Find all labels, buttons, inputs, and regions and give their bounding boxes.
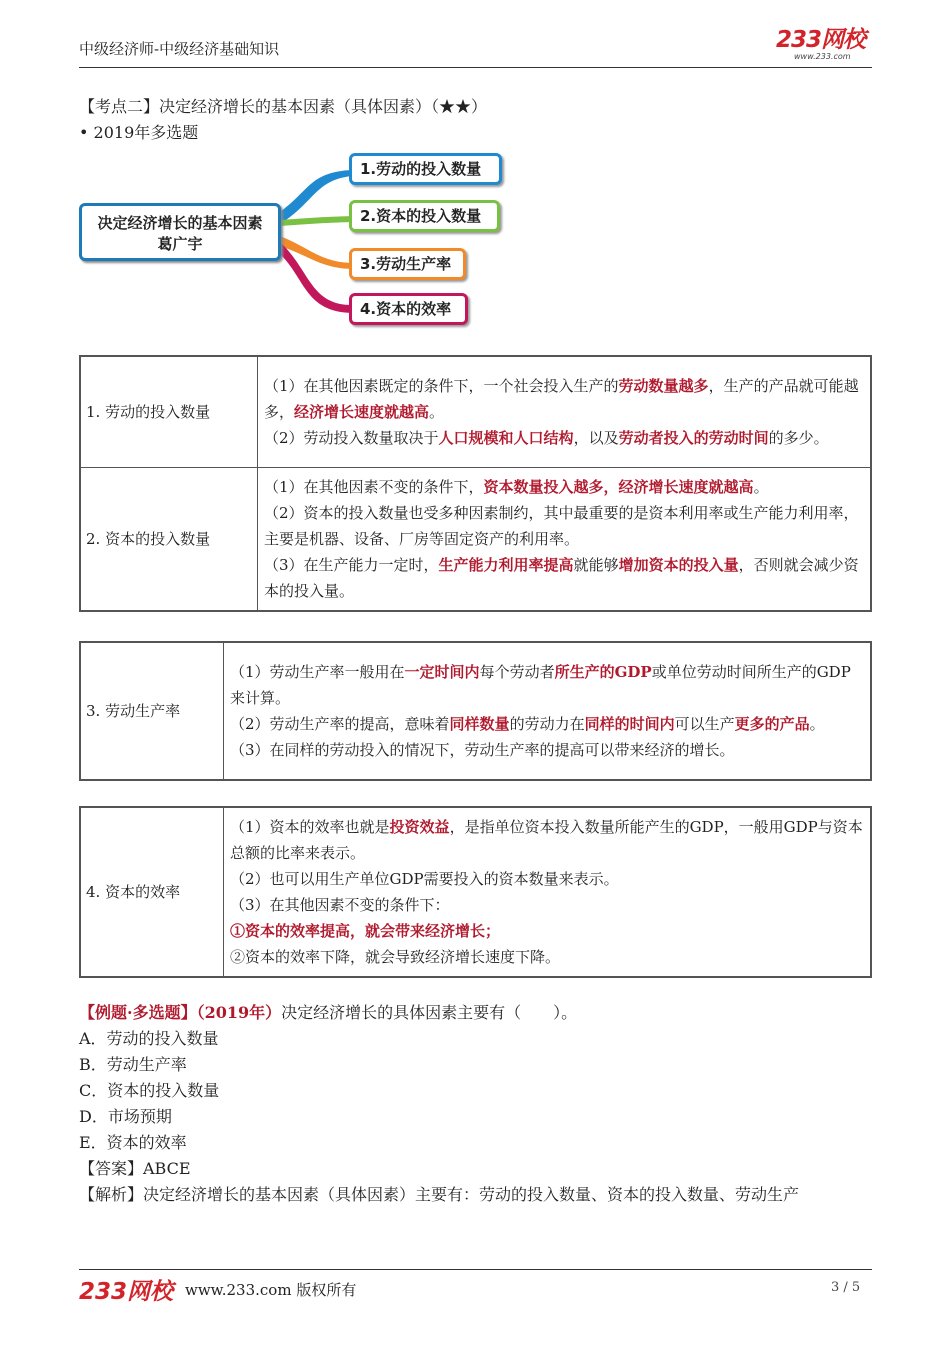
- connector-1: [280, 170, 352, 224]
- body-text: ，是指单位资本投入数量所能产生的GDP，一般用GDP与资本总额的比率来表示。: [230, 818, 863, 862]
- highlighted-text: 生产能力利用率提高: [438, 556, 574, 574]
- connector-2: [280, 216, 352, 226]
- highlighted-text: 劳动者投入的劳动时间: [618, 429, 769, 447]
- option-c: C．资本的投入数量: [79, 1081, 220, 1100]
- table-label-cell: 1. 劳动的投入数量: [80, 356, 258, 468]
- table-content-line: [264, 474, 864, 500]
- table-content-line: [230, 737, 864, 763]
- brand-logo: [776, 28, 872, 62]
- mindmap-center-node: [79, 203, 281, 261]
- mindmap-center-line1: 决定经济增长的基本因素: [97, 214, 263, 232]
- example-question: [79, 1000, 577, 1026]
- highlighted-text: 投资效益: [389, 818, 450, 836]
- option-b: B．劳动生产率: [79, 1055, 187, 1074]
- body-text: 的多少。: [768, 429, 829, 447]
- answer: 【答案】ABCE: [79, 1159, 191, 1178]
- table-content-line: [230, 944, 864, 970]
- highlighted-text: ；: [485, 922, 501, 940]
- option-d: D．市场预期: [79, 1107, 172, 1126]
- body-text: （2）资本的投入数量也受多种因素制约，其中最重要的是资本利用率或生产能力利用率，主要是机器、设备、厂房等固定资产的利用率。: [264, 504, 859, 548]
- section-subtitle: • 2019年多选题: [79, 123, 199, 142]
- table-row: [80, 807, 871, 977]
- highlighted-text: 劳动数量越多: [618, 377, 709, 395]
- table-content-line: [230, 814, 864, 866]
- highlighted-text: 增加资本的投入量: [618, 556, 739, 574]
- mindmap-node-labor-productivity: 3.劳动生产率: [349, 248, 466, 280]
- mindmap-node-labor-input: 1.劳动的投入数量: [349, 153, 502, 185]
- body-text: 可以生产: [674, 715, 735, 733]
- body-text: （1）资本的效率也就是: [230, 818, 390, 836]
- footer-logo: 233网校: [79, 1279, 174, 1305]
- highlighted-text: 一定时间内: [404, 663, 480, 681]
- table-content-line: [230, 866, 864, 892]
- brand-logo-url: www.233.com: [794, 52, 851, 61]
- section-title: 【考点二】决定经济增长的基本因素（具体因素）（★★）: [79, 97, 488, 116]
- table-row: [80, 468, 871, 612]
- option-e: E．资本的效率: [79, 1133, 187, 1152]
- factors-table-1: [79, 355, 872, 612]
- mindmap-node-capital-input: 2.资本的投入数量: [349, 200, 500, 232]
- example-tag: 【例题·多选题】（2019年）: [79, 1003, 282, 1022]
- body-text: （3）在同样的劳动投入的情况下，劳动生产率的提高可以带来经济的增长。: [230, 741, 735, 759]
- table-content-line: [230, 711, 864, 737]
- highlighted-text: 更多的产品: [734, 715, 810, 733]
- body-text: 的劳动力在: [509, 715, 585, 733]
- highlighted-text: 资本数量投入越多，经济增长速度就越高: [483, 478, 754, 496]
- footer-divider: [79, 1269, 872, 1270]
- brand-logo-text: 233网校: [776, 27, 866, 53]
- table-content-line: [264, 500, 864, 552]
- body-text: （1）在其他因素不变的条件下，: [264, 478, 484, 496]
- highlighted-text: ①资本的效率提高，就会带来经济增长: [230, 922, 486, 940]
- mindmap-node-capital-efficiency: 4.资本的效率: [349, 293, 468, 325]
- body-text: 每个劳动者: [479, 663, 555, 681]
- table-label-cell: 2. 资本的投入数量: [80, 468, 258, 612]
- body-text: ，以及: [573, 429, 619, 447]
- highlighted-text: 经济增长速度就越高: [294, 403, 430, 421]
- option-a: A．劳动的投入数量: [79, 1029, 219, 1048]
- body-text: 就能够: [573, 556, 619, 574]
- highlighted-text: 同样的时间内: [584, 715, 675, 733]
- body-text: 。: [429, 403, 445, 421]
- analysis: 【解析】决定经济增长的基本因素（具体因素）主要有：劳动的投入数量、资本的投入数量、劳动生产: [79, 1185, 800, 1204]
- body-text: （1）劳动生产率一般用在: [230, 663, 405, 681]
- table-row: [80, 356, 871, 468]
- page-number: 3 / 5: [831, 1280, 861, 1295]
- body-text: 。: [809, 715, 825, 733]
- footer-copyright: www.233.com 版权所有: [185, 1281, 357, 1299]
- highlighted-text: 人口规模和人口结构: [438, 429, 574, 447]
- body-text: ，生产的产品就可能越多，: [264, 377, 859, 421]
- factors-table-3: [79, 806, 872, 978]
- table-content-line: [230, 918, 864, 944]
- mindmap-connectors: [270, 150, 360, 330]
- body-text: 。: [753, 478, 769, 496]
- body-text: （2）也可以用生产单位GDP需要投入的资本数量来表示。: [230, 870, 619, 888]
- body-text: ②资本的效率下降，就会导致经济增长速度下降。: [230, 948, 561, 966]
- table-content-line: [230, 892, 864, 918]
- table-content-cell: [224, 807, 872, 977]
- table-content-line: [264, 552, 864, 604]
- table-content-line: [230, 659, 864, 711]
- factors-table-2: [79, 641, 872, 781]
- table-content-line: [264, 373, 864, 425]
- body-text: ，否则就会减少资本的投入量。: [264, 556, 859, 600]
- table-content-cell: [224, 642, 872, 780]
- body-text: （2）劳动生产率的提高，意味着: [230, 715, 450, 733]
- body-text: 或单位劳动时间所生产的GDP来计算。: [230, 663, 851, 707]
- body-text: （3）在其他因素不变的条件下：: [230, 896, 450, 914]
- mindmap-center-line2: 葛广宇: [157, 235, 203, 253]
- table-label-cell: 3. 劳动生产率: [80, 642, 224, 780]
- table-content-cell: [258, 356, 872, 468]
- highlighted-text: 同样数量: [449, 715, 510, 733]
- highlighted-text: 所生产的GDP: [554, 663, 652, 681]
- body-text: （3）在生产能力一定时，: [264, 556, 439, 574]
- document-header-title: 中级经济师-中级经济基础知识: [79, 40, 280, 58]
- body-text: （1）在其他因素既定的条件下，一个社会投入生产的: [264, 377, 619, 395]
- table-content-cell: [258, 468, 872, 612]
- table-content-line: [264, 425, 864, 451]
- table-label-cell: 4. 资本的效率: [80, 807, 224, 977]
- connector-4: [280, 242, 352, 313]
- body-text: （2）劳动投入数量取决于: [264, 429, 439, 447]
- header-divider: [79, 67, 872, 68]
- table-row: [80, 642, 871, 780]
- example-question-text: 决定经济增长的具体因素主要有（ ）。: [281, 1003, 578, 1022]
